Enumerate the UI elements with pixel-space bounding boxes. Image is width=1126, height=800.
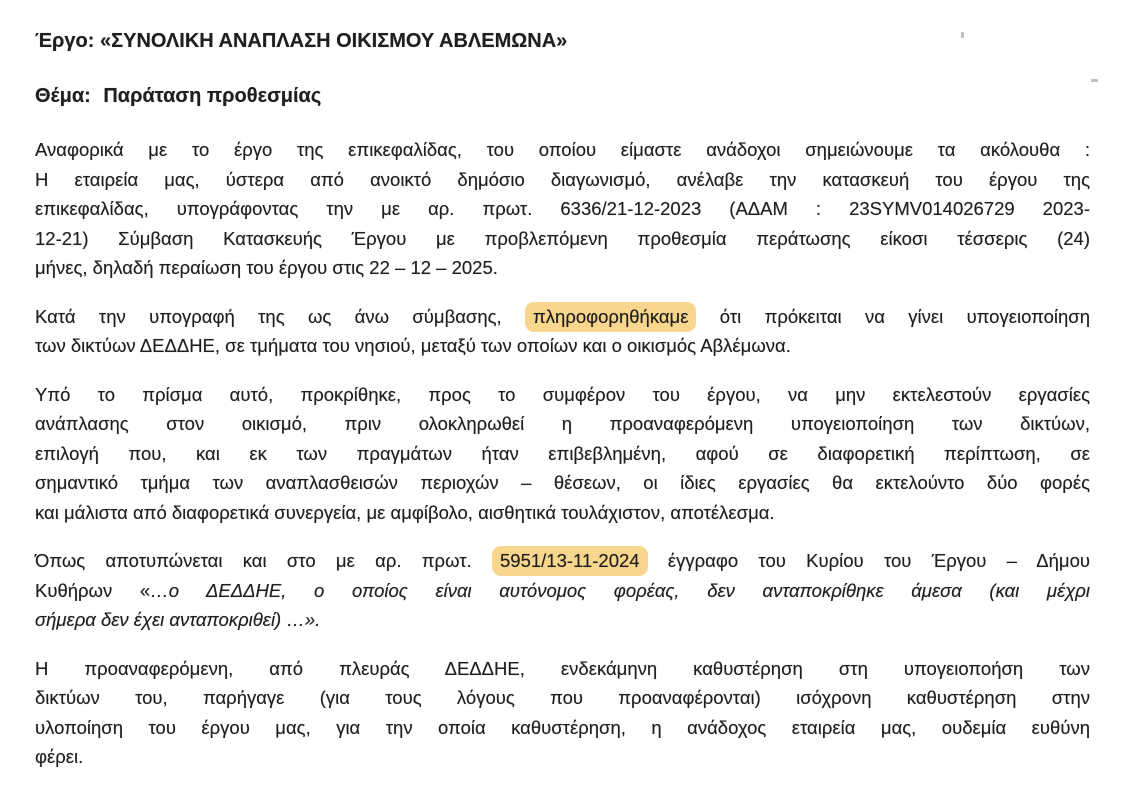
- paragraph: [35, 135, 1090, 283]
- highlighted-text: πληροφορηθήκαμε: [525, 302, 696, 332]
- text-segment: Κυθήρων «: [35, 579, 151, 601]
- text-segment: ότι πρόκειται να γίνει υπογειοποίηση: [696, 305, 1091, 327]
- paragraphs: [35, 135, 1090, 772]
- text-line: [35, 135, 1090, 165]
- project-title: «ΣΥΝΟΛΙΚΗ ΑΝΑΠΛΑΣΗ ΟΙΚΙΣΜΟΥ ΑΒΛΕΜΩΝΑ»: [100, 30, 568, 52]
- text-segment: Όπως αποτυπώνεται και στο με αρ. πρωτ.: [35, 550, 492, 571]
- text-line: [35, 654, 1090, 684]
- text-line: [35, 713, 1090, 743]
- scan-speck: [961, 32, 964, 38]
- paragraph: [35, 654, 1090, 772]
- text-segment: Η προαναφερόμενη, από πλευράς ΔΕΔΔΗΕ, ενδεκάμηνη καθυστέρηση στη υπογειοποήση των: [35, 657, 1090, 679]
- text-segment: σημαντικό τμήμα των αναπλασθεισών περιοχών – θέσεων, οι ίδιες εργασίες θα εκτελούντο δύο φορές: [35, 472, 1090, 493]
- text-segment: επικεφαλίδας, υπογράφοντας την με αρ. πρωτ. 6336/21-12-2023 (ΑΔΑΜ : 23SYMV014026729 2023-: [35, 198, 1090, 219]
- text-segment: …ο ΔΕΔΔΗΕ, ο οποίος είναι αυτόνομος φορέας, δεν ανταποκρίθηκε άμεσα (και μέχρι: [150, 579, 1091, 601]
- text-line: [35, 605, 1090, 635]
- text-line: [35, 683, 1090, 713]
- scan-speck: [1091, 79, 1098, 82]
- text-line: [35, 546, 1090, 576]
- text-segment: επιλογή που, και εκ των πραγμάτων ήταν επιβεβλημένη, αφού σε διαφορετική περίπτωση, σε: [35, 442, 1090, 464]
- text-segment: φέρει.: [35, 746, 84, 767]
- text-segment: Κατά την υπογραφή της ως άνω σύμβασης,: [35, 305, 526, 327]
- text-segment: μήνες, δηλαδή περαίωση του έργου στις 22 – 12 – 2025.: [35, 257, 498, 278]
- subject-line: [35, 81, 1090, 111]
- text-segment: σήμερα δεν έχει ανταποκριθεί) …».: [35, 609, 321, 630]
- text-segment: Υπό το πρίσμα αυτό, προκρίθηκε, προς το συμφέρον του έργου, να μην εκτελεστούν εργασίες: [35, 383, 1090, 405]
- text-line: [35, 380, 1090, 410]
- text-line: [35, 194, 1090, 224]
- text-line: [35, 224, 1090, 254]
- text-line: [35, 498, 1090, 528]
- project-label: Έργο:: [35, 30, 95, 52]
- text-segment: 12-21) Σύμβαση Κατασκευής Έργου με προβλεπόμενη προθεσμία περάτωσης είκοσι τέσσερις (24): [35, 227, 1090, 249]
- text-segment: ανάπλασης στον οικισμό, πριν ολοκληρωθεί η προαναφερόμενη υπογειοποίηση των δικτύων,: [35, 413, 1090, 434]
- text-segment: έγγραφο του Κυρίου του Έργου – Δήμου: [647, 550, 1090, 571]
- text-segment: και μάλιστα από διαφορετικά συνεργεία, με αμφίβολο, αισθητικά τουλάχιστον, αποτέλεσμα.: [35, 501, 775, 523]
- highlighted-text: 5951/13-11-2024: [492, 546, 648, 576]
- text-segment: δικτύων του, παρήγαγε (για τους λόγους που προαναφέρονται) ισόχρονη καθυστέρηση στην: [35, 687, 1090, 708]
- text-line: [35, 742, 1090, 772]
- paragraph: [35, 546, 1090, 635]
- text-line: [35, 576, 1090, 606]
- text-segment: υλοποίηση του έργου μας, για την οποία καθυστέρηση, η ανάδοχος εταιρεία μας, ουδεμία ευθύνη: [35, 716, 1090, 738]
- text-line: [35, 409, 1090, 439]
- text-line: [35, 165, 1090, 195]
- paragraph: [35, 380, 1090, 528]
- text-segment: Η εταιρεία μας, ύστερα από ανοικτό δημόσιο διαγωνισμό, ανέλαβε την κατασκευή του έργου της: [35, 168, 1090, 190]
- text-line: [35, 253, 1090, 283]
- text-segment: των δικτύων ΔΕΔΔΗΕ, σε τμήματα του νησιού, μεταξύ των οποίων και ο οικισμός Αβλέμωνα.: [35, 335, 791, 356]
- subject-label: Θέμα:: [35, 85, 91, 107]
- subject-text: Παράταση προθεσμίας: [103, 85, 322, 107]
- project-title-line: [35, 26, 1090, 56]
- text-line: [35, 302, 1090, 332]
- text-line: [35, 468, 1090, 498]
- paragraph: [35, 302, 1090, 361]
- text-line: [35, 439, 1090, 469]
- text-line: [35, 331, 1090, 361]
- text-segment: Αναφορικά με το έργο της επικεφαλίδας, του οποίου είμαστε ανάδοχοι σημειώνουμε τα ακόλουθα :: [35, 139, 1090, 160]
